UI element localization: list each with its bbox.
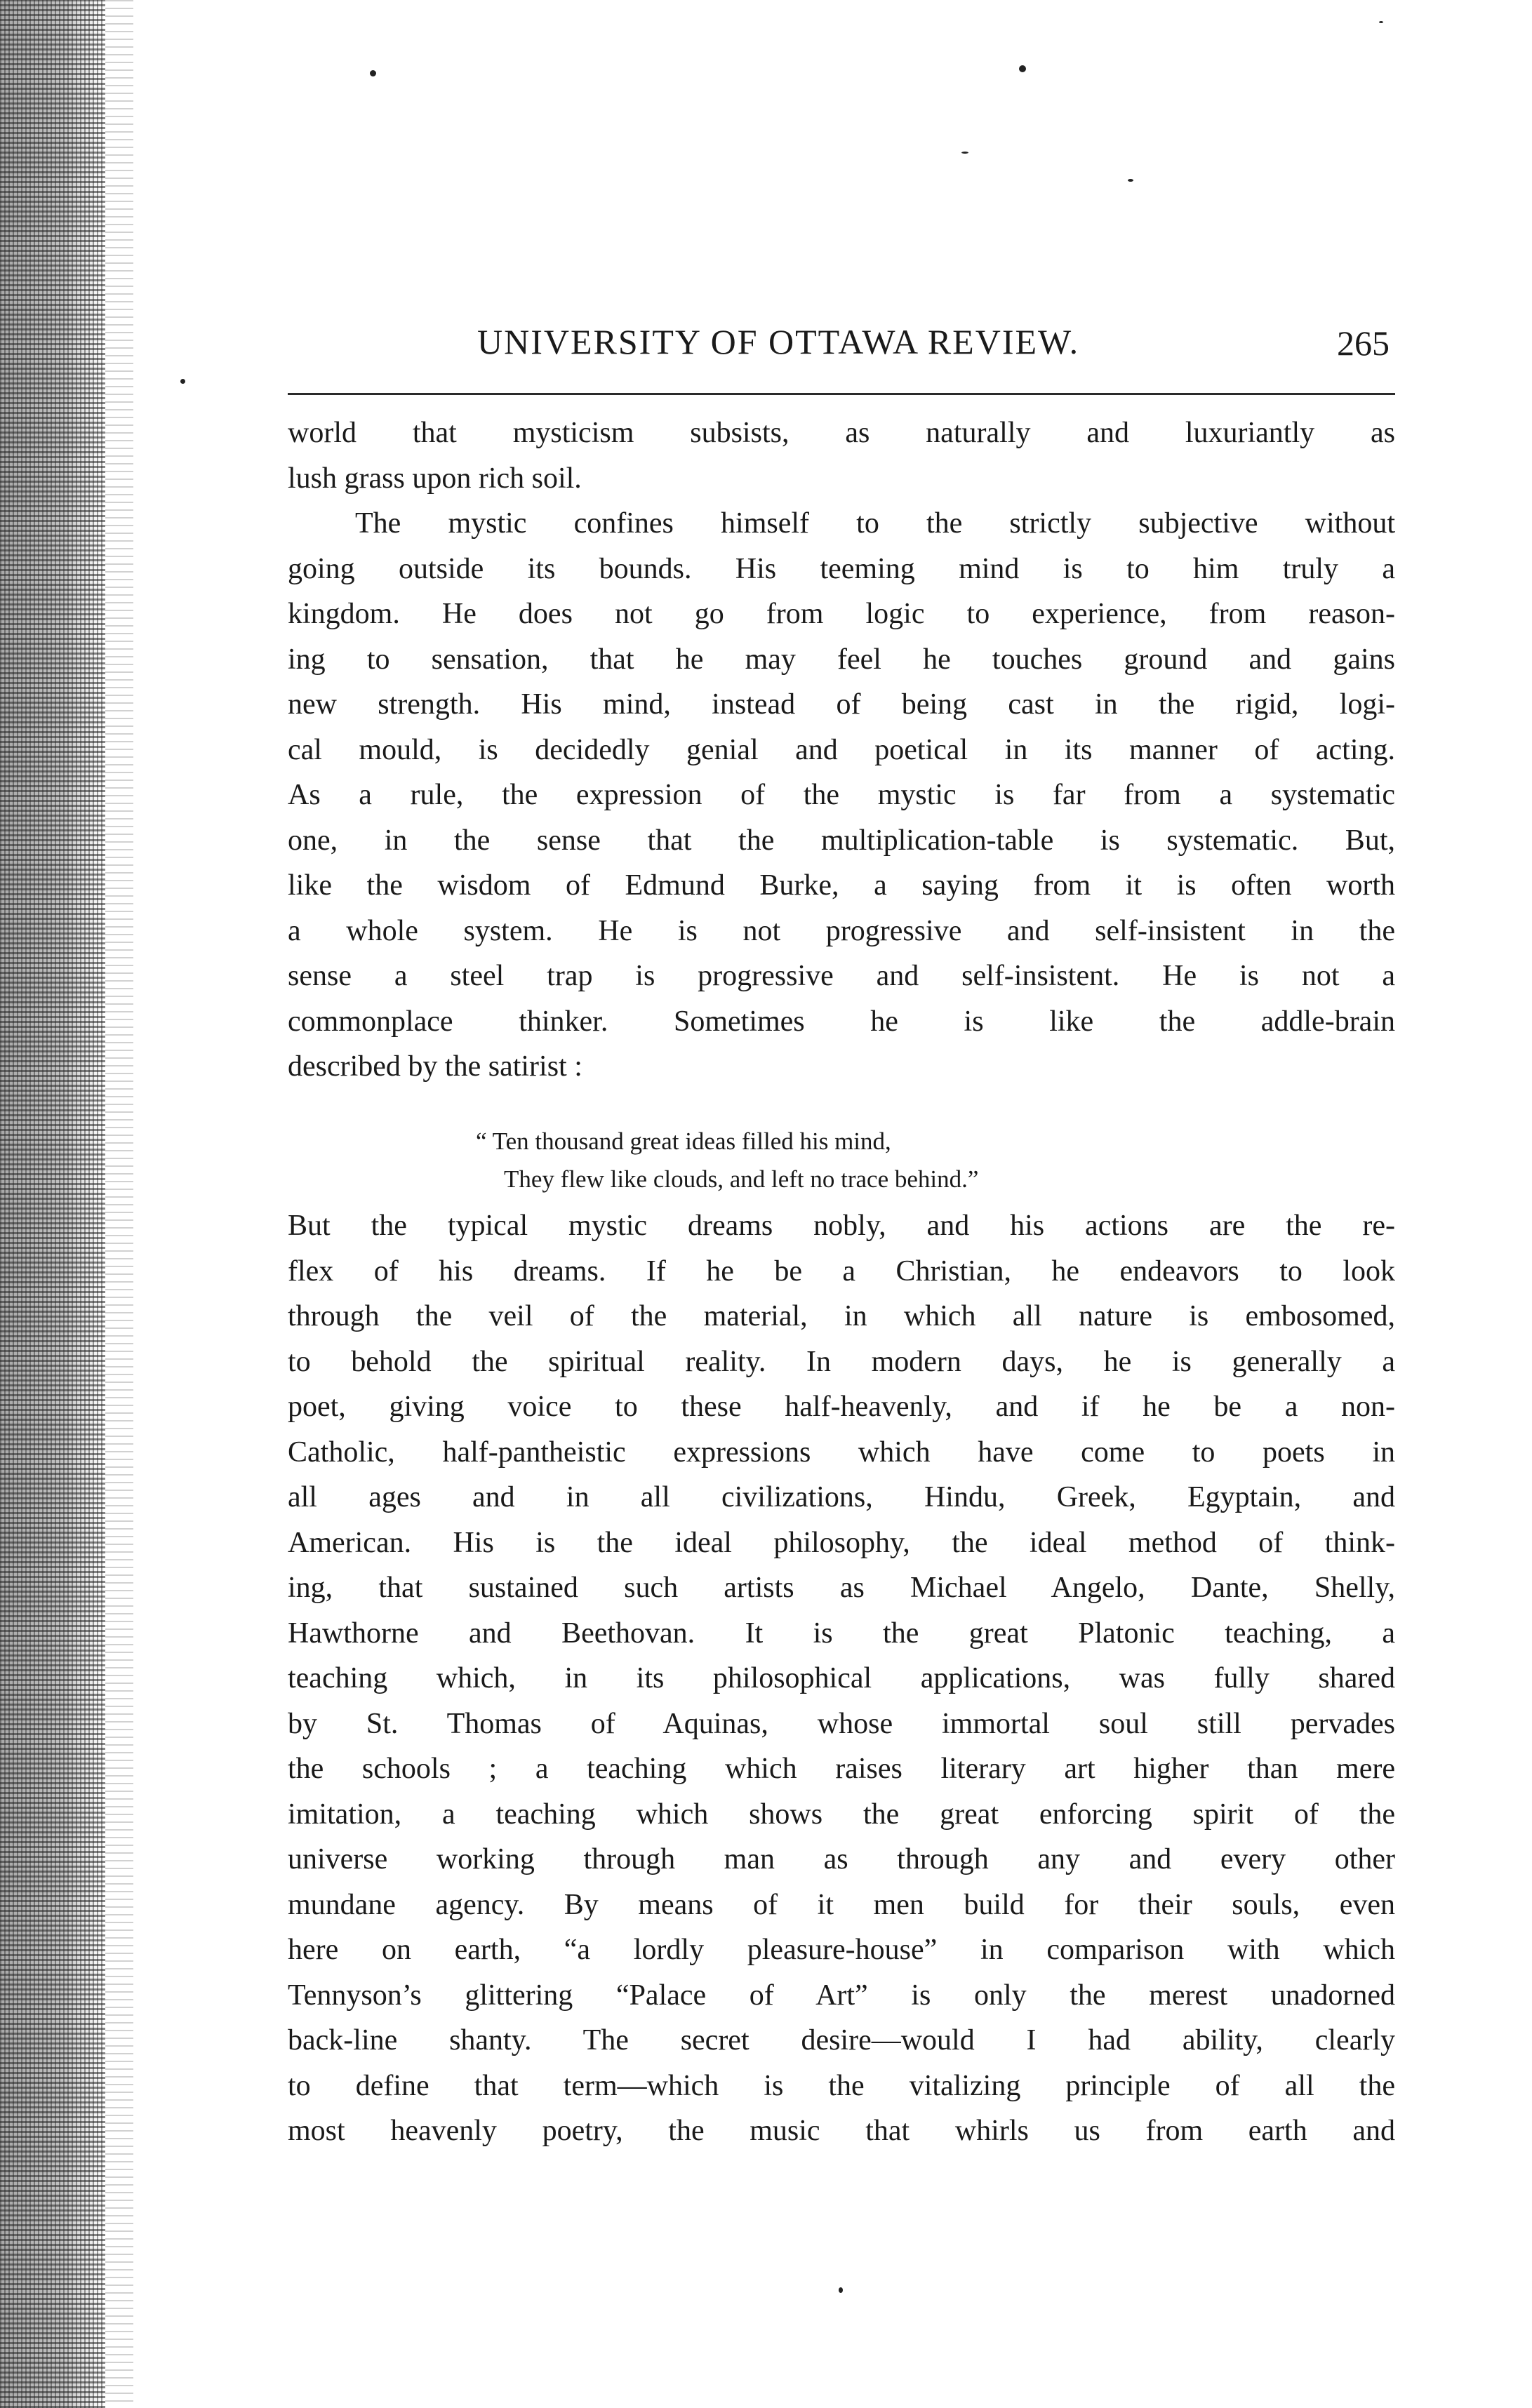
binding-gutter xyxy=(0,0,105,2408)
body-text-lower xyxy=(288,1203,1395,2154)
page-header xyxy=(288,321,1397,384)
text-line: universe working through man as through any and every other xyxy=(288,1843,1395,1875)
scan-speck xyxy=(839,2287,843,2293)
quote-line: “ Ten thousand great ideas filled his mind, xyxy=(476,1128,891,1155)
text-line: Catholic, half-pantheistic expressions which have come to poets in xyxy=(288,1436,1395,1469)
text-line: Tennyson’s glittering “Palace of Art” is only the merest unadorned xyxy=(288,1979,1395,2012)
text-line: described by the satirist : xyxy=(288,1050,582,1083)
text-line: cal mould, is decidedly genial and poetical in its manner of acting. xyxy=(288,733,1395,766)
text-line: going outside its bounds. His teeming mind is to him truly a xyxy=(288,552,1395,585)
text-line: imitation, a teaching which shows the great enforcing spirit of the xyxy=(288,1798,1395,1831)
text-line: American. His is the ideal philosophy, the ideal method of think- xyxy=(288,1526,1395,1559)
scan-speck xyxy=(1019,65,1026,72)
scan-speck xyxy=(961,152,968,154)
text-line: mundane agency. By means of it men build for their souls, even xyxy=(288,1888,1395,1921)
binding-gutter-edge xyxy=(105,0,133,2408)
text-line: teaching which, in its philosophical applications, was fully shared xyxy=(288,1662,1395,1694)
text-line: through the veil of the material, in which all nature is embosomed, xyxy=(288,1300,1395,1332)
text-line: Hawthorne and Beethovan. It is the great Platonic teaching, a xyxy=(288,1617,1395,1650)
body-text-upper xyxy=(288,410,1395,1090)
text-line: poet, giving voice to these half-heavenly, and if he be a non- xyxy=(288,1391,1395,1423)
text-line: to define that term—which is the vitalizing principle of all the xyxy=(288,2069,1395,2102)
text-line: The mystic confines himself to the strictly subjective without xyxy=(355,507,1395,540)
page-number: 265 xyxy=(1337,323,1390,363)
text-line: most heavenly poetry, the music that whirls us from earth and xyxy=(288,2115,1395,2147)
scan-speck xyxy=(370,70,376,76)
text-line: here on earth, “a lordly pleasure-house” in comparison with which xyxy=(288,1934,1395,1966)
text-line: to behold the spiritual reality. In modern days, he is generally a xyxy=(288,1345,1395,1378)
text-line: like the wisdom of Edmund Burke, a saying from it is often worth xyxy=(288,869,1395,902)
text-line: back-line shanty. The secret desire—would I had ability, clearly xyxy=(288,2024,1395,2056)
text-line: sense a steel trap is progressive and self-insistent. He is not a xyxy=(288,960,1395,992)
running-title: UNIVERSITY OF OTTAWA REVIEW. xyxy=(477,322,1080,361)
text-line: the schools ; a teaching which raises literary art higher than mere xyxy=(288,1753,1395,1785)
text-line: flex of his dreams. If he be a Christian, he endeavors to look xyxy=(288,1255,1395,1287)
scan-speck xyxy=(1379,21,1383,23)
header-rule xyxy=(288,393,1395,395)
text-line: one, in the sense that the multiplication-table is systematic. But, xyxy=(288,824,1395,857)
verse-quotation xyxy=(288,1123,1395,1198)
scan-speck xyxy=(180,379,185,384)
text-line: new strength. His mind, instead of being cast in the rigid, logi- xyxy=(288,688,1395,721)
text-line: by St. Thomas of Aquinas, whose immortal soul still pervades xyxy=(288,1707,1395,1740)
text-line: lush grass upon rich soil. xyxy=(288,462,582,495)
text-line: ing to sensation, that he may feel he touches ground and gains xyxy=(288,643,1395,676)
text-line: all ages and in all civilizations, Hindu, Greek, Egyptain, and xyxy=(288,1481,1395,1513)
scan-speck xyxy=(1128,179,1133,182)
text-line: commonplace thinker. Sometimes he is like the addle-brain xyxy=(288,1005,1395,1038)
text-line: world that mysticism subsists, as naturally and luxuriantly as xyxy=(288,417,1395,449)
text-line: As a rule, the expression of the mystic is far from a systematic xyxy=(288,779,1395,811)
text-line: a whole system. He is not progressive and self-insistent in the xyxy=(288,914,1395,947)
text-line: kingdom. He does not go from logic to experience, from reason- xyxy=(288,598,1395,630)
text-line: ing, that sustained such artists as Michael Angelo, Dante, Shelly, xyxy=(288,1572,1395,1604)
text-line: But the typical mystic dreams nobly, and his actions are the re- xyxy=(288,1210,1395,1242)
quote-line: They flew like clouds, and left no trace behind.” xyxy=(504,1165,979,1193)
